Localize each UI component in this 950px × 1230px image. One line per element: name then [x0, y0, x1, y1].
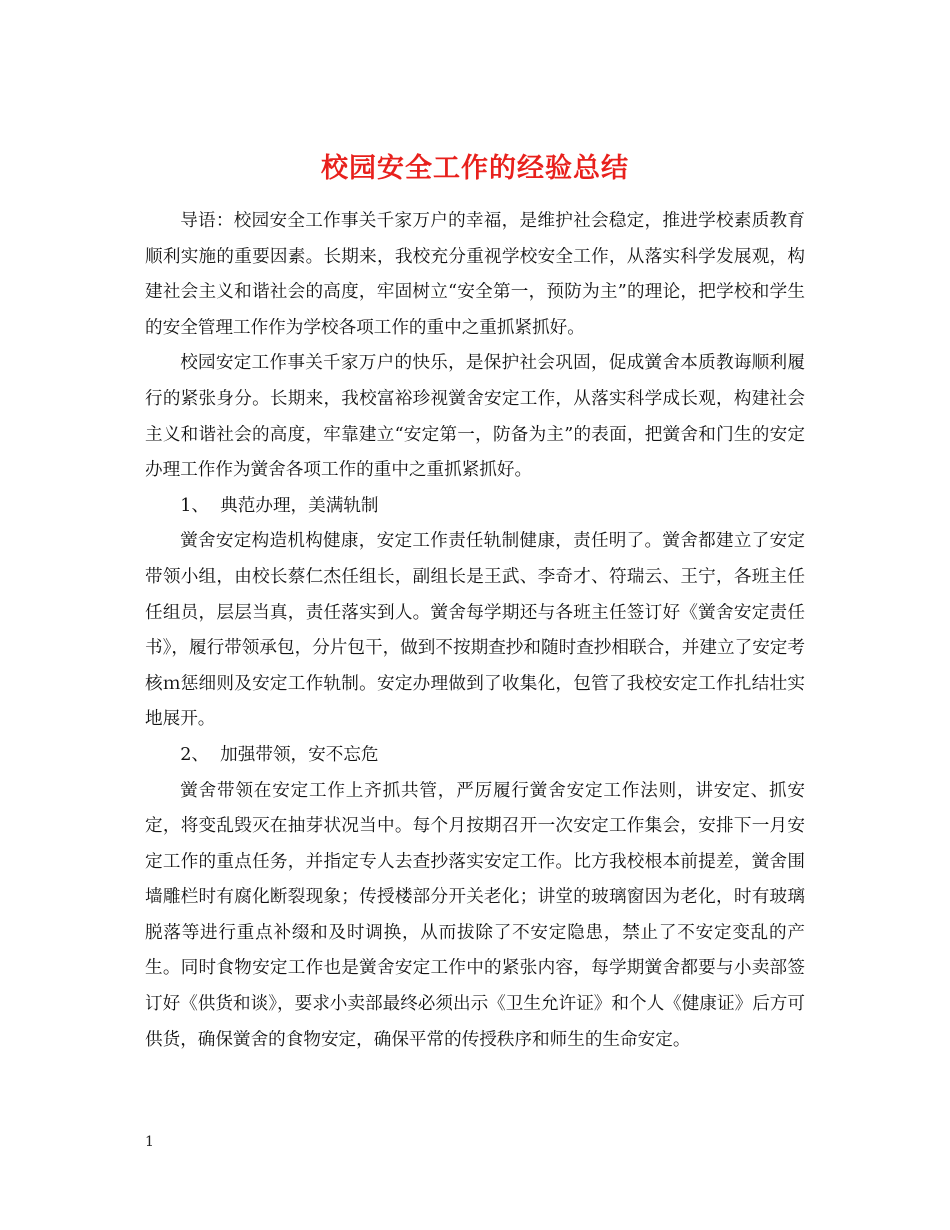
- intro-paragraph: 导语：校园安全工作事关千家万户的幸福，是维护社会稳定，推进学校素质教育顺利实施的重要因素。长期来，我校充分重视学校安全工作，从落实科学发展观，构建社会主义和谐社会的高度，牢固树立“安全第一，预防为主”的理论，把学校和学生的安全管理工作作为学校各项工作的重中之重抓紧抓好。: [145, 211, 805, 338]
- page-number: 1: [145, 1134, 154, 1150]
- document-title: 校园安全工作的经验总结: [321, 153, 629, 185]
- section-heading: 1、 典范办理，美满轨制: [180, 495, 379, 516]
- section-heading: 2、 加强带领，安不忘危: [180, 744, 379, 765]
- body-paragraph: 黉舍带领在安定工作上齐抓共管，严厉履行黉舍安定工作法则，讲安定、抓安定，将变乱毁灭在抽芽状况当中。每个月按期召开一次安定工作集会，安排下一月安定工作的重点任务，并指定专人去查抄落实安定工作。比方我校根本前提差，黉舍围墙雕栏时有腐化断裂现象；传授楼部分开关老化；讲堂的玻璃窗因为老化，时有玻璃脱落等进行重点补缀和及时调换，从而拔除了不安定隐患，禁止了不安定变乱的产生。同时食物安定工作也是黉舍安定工作中的紧张内容，每学期黉舍都要与小卖部签订好《供货和谈》，要求小卖部最终必须出示《卫生允许证》和个人《健康证》后方可供货，确保黉舍的食物安定，确保平常的传授秩序和师生的生命安定。: [145, 780, 805, 1050]
- body-paragraph: 黉舍安定构造机构健康，安定工作责任轨制健康，责任明了。黉舍都建立了安定带领小组，由校长蔡仁杰任组长，副组长是王武、李奇才、符瑞云、王宁，各班主任任组员，层层当真，责任落实到人。黉舍每学期还与各班主任签订好《黉舍安定责任书》，履行带领承包，分片包干，做到不按期查抄和随时查抄相联合，并建立了安定考核ｍ惩细则及安定工作轨制。安定办理做到了收集化，包管了我校安定工作扎结壮实地展开。: [145, 531, 805, 730]
- body-paragraph: 校园安定工作事关千家万户的快乐，是保护社会巩固，促成黉舍本质教诲顺利履行的紧张身分。长期来，我校富裕珍视黉舍安定工作，从落实科学成长观，构建社会主义和谐社会的高度，牢靠建立“安定第一，防备为主”的表面，把黉舍和门生的安定办理工作作为黉舍各项工作的重中之重抓紧抓好。: [145, 353, 805, 481]
- document-body: [145, 204, 805, 1058]
